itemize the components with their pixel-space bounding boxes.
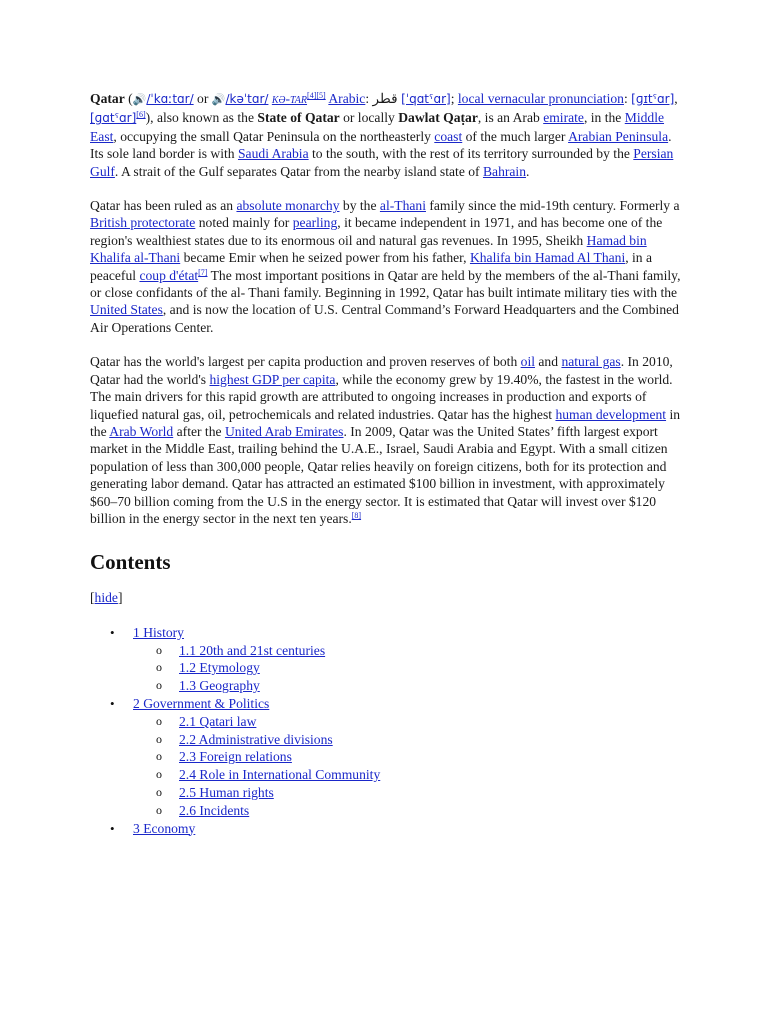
local-pronunciation-link[interactable]: local vernacular pronunciation	[457, 91, 624, 106]
oil-link[interactable]: oil	[520, 354, 535, 370]
coup-link[interactable]: coup d'état	[139, 267, 199, 283]
al-thani-link[interactable]: al-Thani	[379, 198, 426, 214]
persian-gulf-link[interactable]: Persian Gulf	[90, 146, 674, 179]
citation-link[interactable]: [8]	[351, 510, 362, 520]
citation-link[interactable]: [7]	[198, 267, 208, 277]
toc-link-economy[interactable]: 3 Economy	[133, 820, 196, 836]
toc-subitem	[90, 659, 682, 677]
toc-link-etymology[interactable]: 1.2 Etymology	[179, 660, 260, 676]
coast-link[interactable]: coast	[434, 128, 463, 144]
toc-link-international-community[interactable]: 2.4 Role in International Community	[179, 767, 381, 783]
toc-subitem	[90, 677, 682, 695]
toc-subitem	[90, 766, 682, 784]
khalifa-link[interactable]: Khalifa bin Hamad Al Thani	[469, 250, 626, 266]
saudi-arabia-link[interactable]: Saudi Arabia	[238, 146, 309, 162]
speaker-icon[interactable]: 🔊	[132, 94, 147, 106]
toc-subitem	[90, 802, 682, 820]
toc-link-20th-21st-centuries[interactable]: 1.1 20th and 21st centuries	[179, 642, 326, 658]
ipa-link[interactable]: [ɡɑtˤɑr]	[90, 111, 137, 126]
toc-subitem	[90, 642, 682, 660]
united-states-link[interactable]: United States	[90, 302, 163, 318]
toc-sublist	[133, 713, 682, 820]
toc-subitem	[90, 713, 682, 731]
toc-item	[90, 820, 682, 838]
contents-heading: Contents	[90, 550, 171, 575]
article-body	[90, 90, 682, 837]
toc-item	[90, 695, 682, 820]
british-protectorate-link[interactable]: British protectorate	[90, 215, 196, 231]
history-paragraph: Qatar has been ruled as an absolute monarchy by the al-Thani family since the mid-19th century. Formerly a British protectorate noted mainly for pearling, it became independent in 1971, and has become one of the region's wealthiest states due to its enormous oil and natural gas revenues. In 1995, Sheikh Hamad bin Khalifa al-Thani became Emir when he seized power from his father, Khalifa bin Hamad Al Thani, in a peaceful coup d'état[7] The most important positions in Qatar are held by the members of the al-Thani family, or close confidants of the al- Thani family. Beginning in 1992, Qatar has built intimate military ties with the United States, and is now the location of U.S. Central Command’s Forward Headquarters and the Combined Air Operations Center.	[90, 198, 681, 335]
citation-link[interactable]: [4][5]	[307, 91, 326, 100]
ipa-link[interactable]: /kəˈtɑr/	[225, 92, 269, 106]
ipa-link[interactable]: [ɡɪtˤɑr]	[631, 92, 675, 106]
gdp-link[interactable]: highest GDP per capita	[209, 371, 336, 387]
arabic-link[interactable]: Arabic	[328, 91, 366, 106]
toc-subitem	[90, 784, 682, 802]
arab-world-link[interactable]: Arab World	[109, 423, 174, 439]
table-of-contents	[90, 624, 682, 838]
toc-link-geography[interactable]: 1.3 Geography	[179, 678, 260, 694]
respelling-link[interactable]: kə-tar	[271, 91, 308, 106]
toc-link-qatari-law[interactable]: 2.1 Qatari law	[179, 713, 257, 729]
natural-gas-link[interactable]: natural gas	[561, 354, 621, 370]
ipa-link[interactable]: [ˈqɑtˤɑr]	[401, 92, 451, 106]
citation-link[interactable]: [6]	[136, 110, 146, 120]
absolute-monarchy-link[interactable]: absolute monarchy	[236, 198, 340, 214]
toc-link-foreign-relations[interactable]: 2.3 Foreign relations	[179, 749, 292, 765]
toc-item	[90, 624, 682, 695]
speaker-icon[interactable]: 🔊	[211, 94, 226, 106]
bold-term: State of Qatar	[257, 110, 340, 126]
toc-subitem	[90, 731, 682, 749]
uae-link[interactable]: United Arab Emirates	[224, 423, 344, 439]
economy-paragraph: Qatar has the world's largest per capita production and proven reserves of both oil and natural gas. In 2010, Qatar had the world's highest GDP per capita, while the economy grew by 19.40%, the fastest in the world. The main drivers for this rapid growth are attributed to ongoing increases in production and exports of liquefied natural gas, oil, petrochemicals and related industries. Qatar has the highest human development in the Arab World after the United Arab Emirates. In 2009, Qatar was the United States’ fifth largest export market in the Middle East, trailing behind the U.A.E., Israel, Saudi Arabia and Egypt. With a small citizen population of less than 300,000 people, Qatar relies heavily on foreign citizens, both for its protection and generating labor demand. Qatar has attracted an estimated $100 billion in investment, with approximately $60–70 billion coming from the U.S in the energy sector. It is estimated that Qatar will invest over $120 billion in the energy sector in the next ten years.[8]	[90, 354, 681, 526]
toc-link-government-politics[interactable]: 2 Government & Politics	[133, 695, 270, 711]
toc-toggle: [hide]	[90, 590, 123, 606]
toc-link-administrative-divisions[interactable]: 2.2 Administrative divisions	[179, 731, 333, 747]
title-term: Qatar	[90, 91, 125, 106]
middle-east-link[interactable]: Middle East	[90, 110, 665, 144]
ipa-link[interactable]: /ˈkɑːtɑr/	[146, 92, 194, 106]
hide-toc-link[interactable]: hide	[94, 590, 118, 606]
toc-link-incidents[interactable]: 2.6 Incidents	[179, 802, 250, 818]
emirate-link[interactable]: emirate	[543, 110, 584, 126]
bahrain-link[interactable]: Bahrain	[482, 163, 527, 179]
hamad-link[interactable]: Hamad bin Khalifa al-Thani	[90, 232, 647, 266]
pearling-link[interactable]: pearling	[292, 215, 338, 231]
bold-term: Dawlat Qaṭar	[398, 110, 478, 126]
toc-link-human-rights[interactable]: 2.5 Human rights	[179, 784, 274, 800]
human-development-link[interactable]: human development	[555, 406, 667, 422]
arabian-peninsula-link[interactable]: Arabian Peninsula	[568, 128, 669, 144]
intro-paragraph: Qatar (🔊/ˈkɑːtɑr/ or 🔊/kəˈtɑr/ kə-tar[4][5] Arabic: قطر [ˈqɑtˤɑr]; local vernacular pronunciation: [ɡɪtˤɑr], [ɡɑtˤɑr][6]), also known as the State of Qatar or locally Dawlat Qaṭar, is an Arab emirate, in the Middle East, occupying the small Qatar Peninsula on the northeasterly coast of the much larger Arabian Peninsula. Its sole land border is with Saudi Arabia to the south, with the rest of its territory surrounded by the Persian Gulf. A strait of the Gulf separates Qatar from the nearby island state of Bahrain.	[90, 91, 678, 179]
toc-subitem	[90, 748, 682, 766]
toc-link-history[interactable]: 1 History	[133, 624, 184, 640]
toc-sublist	[133, 642, 682, 695]
